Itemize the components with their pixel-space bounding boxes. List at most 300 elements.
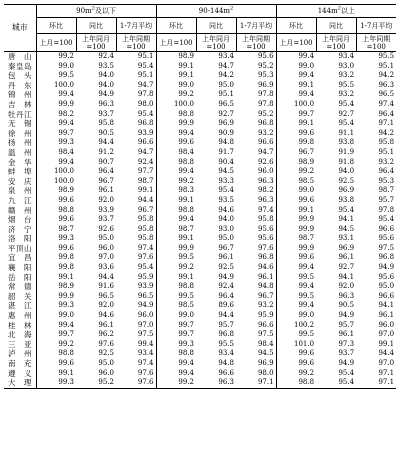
index-value: 96.1 bbox=[338, 330, 355, 339]
index-value: 99.5 bbox=[156, 292, 196, 302]
index-value: 97.1 bbox=[356, 378, 396, 388]
index-value: 93.4 bbox=[338, 52, 355, 60]
index-value: 96.3 bbox=[378, 80, 395, 89]
index-value: 95.5 bbox=[378, 52, 395, 60]
table-row bbox=[4, 158, 396, 168]
index-value: 99.4 bbox=[276, 282, 316, 292]
index-value: 96.9 bbox=[257, 80, 274, 89]
index-value: 99.4 bbox=[156, 167, 196, 177]
city-name: 北海 bbox=[8, 330, 32, 340]
index-value: 95.9 bbox=[137, 272, 154, 281]
index-value: 97.4 bbox=[137, 359, 154, 367]
index-value: 99.9 bbox=[156, 244, 196, 254]
index-value: 93.8 bbox=[338, 195, 355, 204]
index-value: 100.0 bbox=[276, 100, 316, 110]
index-value: 94.7 bbox=[218, 61, 234, 70]
index-value: 99.4 bbox=[36, 90, 76, 100]
index-value: 95.6 bbox=[378, 272, 395, 281]
city-name: 金华 bbox=[8, 157, 32, 167]
index-value: 97.8 bbox=[257, 90, 274, 99]
base-header: 上月=100 bbox=[36, 34, 76, 52]
index-value: 98.4 bbox=[156, 148, 196, 158]
index-value: 94.0 bbox=[218, 215, 234, 224]
index-value: 94.1 bbox=[378, 301, 395, 310]
index-value: 92.5 bbox=[98, 349, 114, 358]
index-value: 95.4 bbox=[137, 109, 154, 118]
city-name: 九江 bbox=[8, 195, 32, 205]
index-value: 97.0 bbox=[137, 320, 154, 329]
city-name: 赣州 bbox=[8, 205, 32, 215]
base-header: 上年同期=100 bbox=[236, 34, 276, 52]
index-value: 93.0 bbox=[338, 61, 355, 70]
price-index-table-container bbox=[4, 4, 396, 460]
index-value: 95.1 bbox=[378, 61, 395, 70]
table-row bbox=[4, 321, 396, 331]
index-value: 101.0 bbox=[276, 340, 316, 350]
index-value: 95.4 bbox=[316, 378, 356, 388]
index-value: 99.5 bbox=[276, 330, 316, 340]
index-value: 92.6 bbox=[257, 157, 274, 166]
index-value: 96.5 bbox=[378, 90, 395, 99]
index-value: 98.7 bbox=[378, 186, 395, 195]
index-value: 99.5 bbox=[276, 292, 316, 302]
city-name: 济宁 bbox=[8, 224, 32, 234]
index-value: 99.6 bbox=[276, 349, 316, 359]
index-value: 99.6 bbox=[36, 359, 76, 369]
city-name: 大理 bbox=[4, 378, 36, 388]
index-value: 96.0 bbox=[98, 368, 114, 377]
table-row bbox=[4, 273, 396, 283]
index-value: 98.0 bbox=[257, 368, 274, 377]
index-value: 97.1 bbox=[378, 368, 395, 377]
city-name: 湛江 bbox=[8, 301, 32, 311]
index-value: 98.4 bbox=[257, 339, 274, 348]
index-value: 99.6 bbox=[276, 253, 316, 263]
metric-header: 环比 bbox=[156, 18, 196, 34]
table-row bbox=[4, 196, 396, 206]
index-value: 96.1 bbox=[98, 186, 114, 195]
index-value: 93.4 bbox=[137, 349, 154, 358]
city-name: 秦皇岛 bbox=[8, 61, 32, 71]
index-value: 95.4 bbox=[338, 368, 355, 377]
index-value: 91.8 bbox=[338, 157, 355, 166]
index-value: 94.9 bbox=[378, 263, 395, 272]
index-value: 95.0 bbox=[218, 234, 234, 243]
index-value: 99.7 bbox=[276, 110, 316, 120]
city-name: 惠州 bbox=[8, 311, 32, 321]
index-value: 95.4 bbox=[137, 61, 154, 70]
city-name: 蚌埠 bbox=[8, 167, 32, 177]
index-value: 95.4 bbox=[338, 205, 355, 214]
group-header-small: $90m^2$及以下 bbox=[36, 5, 156, 18]
index-value: 99.2 bbox=[36, 340, 76, 350]
index-value: 95.6 bbox=[257, 224, 274, 233]
index-value: 96.6 bbox=[378, 224, 395, 233]
index-value: 93.2 bbox=[378, 157, 395, 166]
index-value: 91.6 bbox=[98, 282, 114, 291]
index-value: 96.6 bbox=[378, 291, 395, 300]
index-value: 97.5 bbox=[137, 330, 154, 339]
index-value: 99.9 bbox=[156, 119, 196, 129]
index-value: 96.4 bbox=[218, 291, 234, 300]
index-value: 96.6 bbox=[257, 138, 274, 147]
index-value: 92.5 bbox=[338, 176, 355, 185]
index-value: 96.3 bbox=[257, 195, 274, 204]
index-value: 92.4 bbox=[218, 282, 234, 291]
index-value: 99.1 bbox=[156, 273, 196, 283]
index-value: 95.2 bbox=[257, 109, 274, 118]
index-value: 95.6 bbox=[378, 234, 395, 243]
index-value: 95.0 bbox=[378, 282, 395, 291]
index-value: 99.1 bbox=[36, 273, 76, 283]
city-name: 徐州 bbox=[8, 128, 32, 138]
index-value: 96.1 bbox=[218, 253, 234, 262]
index-value: 90.7 bbox=[98, 157, 114, 166]
index-value: 98.9 bbox=[36, 282, 76, 292]
index-value: 99.2 bbox=[36, 52, 76, 62]
index-value: 93.2 bbox=[338, 71, 355, 80]
index-value: 93.7 bbox=[338, 349, 355, 358]
index-value: 98.9 bbox=[36, 186, 76, 196]
index-value: 98.8 bbox=[36, 206, 76, 216]
table-row bbox=[4, 186, 396, 196]
index-value: 96.0 bbox=[98, 243, 114, 252]
index-value: 99.7 bbox=[156, 330, 196, 340]
index-value: 99.4 bbox=[276, 301, 316, 311]
index-value: 91.9 bbox=[338, 147, 355, 156]
index-value: 93.9 bbox=[137, 282, 154, 291]
city-name: 洛阳 bbox=[8, 234, 32, 244]
index-value: 95.4 bbox=[338, 119, 355, 128]
index-value: 99.8 bbox=[36, 253, 76, 263]
table-row bbox=[4, 244, 396, 254]
index-value: 99.3 bbox=[156, 340, 196, 350]
index-value: 99.0 bbox=[36, 62, 76, 72]
city-name: 安庆 bbox=[8, 176, 32, 186]
index-value: 97.1 bbox=[378, 119, 395, 128]
index-value: 99.4 bbox=[276, 263, 316, 273]
city-name: 吉林 bbox=[8, 99, 32, 109]
table-row bbox=[4, 349, 396, 359]
index-value: 95.6 bbox=[257, 234, 274, 243]
index-value: 99.0 bbox=[156, 81, 196, 91]
index-value: 94.8 bbox=[218, 138, 234, 147]
index-value: 98.7 bbox=[36, 225, 76, 235]
index-value: 96.6 bbox=[218, 368, 234, 377]
index-value: 96.7 bbox=[276, 148, 316, 158]
table-row bbox=[4, 282, 396, 292]
city-name: 牡丹江 bbox=[8, 109, 32, 119]
index-value: 99.0 bbox=[276, 186, 316, 196]
index-value: 93.9 bbox=[137, 128, 154, 137]
index-value: 97.3 bbox=[338, 339, 355, 348]
index-value: 99.3 bbox=[36, 301, 76, 311]
table-row bbox=[4, 311, 396, 321]
index-value: 96.6 bbox=[137, 138, 154, 147]
index-value: 92.5 bbox=[218, 263, 234, 272]
index-value: 93.2 bbox=[257, 301, 274, 310]
table-row bbox=[4, 119, 396, 129]
index-value: 100.0 bbox=[36, 81, 76, 91]
index-value: 98.8 bbox=[156, 206, 196, 216]
index-value: 99.1 bbox=[137, 186, 154, 195]
index-value: 96.1 bbox=[378, 311, 395, 320]
index-value: 97.5 bbox=[378, 243, 395, 252]
city-name: 泸州 bbox=[8, 349, 32, 359]
index-value: 94.9 bbox=[137, 301, 154, 310]
table-row bbox=[4, 148, 396, 158]
index-value: 95.0 bbox=[98, 359, 114, 367]
city-name: 扬州 bbox=[8, 138, 32, 148]
table-row bbox=[4, 177, 396, 187]
index-value: 97.8 bbox=[257, 99, 274, 108]
index-value: 90.5 bbox=[98, 128, 114, 137]
index-value: 95.0 bbox=[98, 234, 114, 243]
index-value: 92.7 bbox=[338, 109, 355, 118]
index-value: 96.9 bbox=[257, 359, 274, 367]
index-value: 97.4 bbox=[378, 99, 395, 108]
index-value: 96.0 bbox=[137, 311, 154, 320]
index-value: 97.6 bbox=[137, 253, 154, 262]
index-value: 99.4 bbox=[36, 321, 76, 331]
index-value: 98.8 bbox=[156, 158, 196, 168]
index-value: 94.9 bbox=[98, 90, 114, 99]
index-value: 94.2 bbox=[378, 128, 395, 137]
table-row bbox=[4, 110, 396, 120]
index-value: 99.1 bbox=[156, 196, 196, 206]
index-value: 93.7 bbox=[98, 109, 114, 118]
index-value: 92.4 bbox=[98, 52, 114, 60]
table-row bbox=[4, 359, 396, 369]
index-value: 89.6 bbox=[218, 301, 234, 310]
index-value: 92.4 bbox=[137, 157, 154, 166]
metric-header: 环比 bbox=[276, 18, 316, 34]
index-value: 94.7 bbox=[257, 147, 274, 156]
index-value: 99.5 bbox=[36, 71, 76, 81]
index-value: 99.4 bbox=[156, 129, 196, 139]
index-value: 98.8 bbox=[276, 378, 316, 388]
metric-header: 同比 bbox=[316, 18, 356, 34]
index-value: 97.6 bbox=[116, 378, 156, 388]
index-value: 99.0 bbox=[276, 311, 316, 321]
metric-header: 同比 bbox=[196, 18, 236, 34]
base-header-row bbox=[4, 34, 396, 52]
table-row bbox=[4, 100, 396, 110]
city-name: 锦州 bbox=[8, 90, 32, 100]
table-row bbox=[4, 167, 396, 177]
index-value: 99.9 bbox=[276, 225, 316, 235]
index-value: 97.6 bbox=[137, 368, 154, 377]
index-value: 94.4 bbox=[98, 138, 114, 147]
index-value: 97.4 bbox=[137, 243, 154, 252]
index-value: 98.5 bbox=[156, 301, 196, 311]
index-value: 96.3 bbox=[98, 99, 114, 108]
index-value: 96.5 bbox=[137, 291, 154, 300]
index-value: 99.4 bbox=[276, 52, 316, 62]
index-value: 99.0 bbox=[276, 62, 316, 72]
index-value: 93.7 bbox=[98, 215, 114, 224]
city-name: 包头 bbox=[8, 71, 32, 81]
index-value: 100.2 bbox=[276, 321, 316, 331]
index-value: 93.0 bbox=[218, 224, 234, 233]
index-value: 99.6 bbox=[36, 196, 76, 206]
index-value: 96.3 bbox=[257, 176, 274, 185]
index-value: 99.5 bbox=[156, 253, 196, 263]
index-value: 96.8 bbox=[137, 119, 154, 128]
index-value: 99.6 bbox=[276, 359, 316, 369]
index-value: 93.5 bbox=[218, 195, 234, 204]
index-value: 99.1 bbox=[36, 369, 76, 379]
index-value: 95.1 bbox=[378, 147, 395, 156]
index-value: 98.8 bbox=[156, 282, 196, 292]
index-value: 92.7 bbox=[338, 263, 355, 272]
index-value: 94.4 bbox=[218, 311, 234, 320]
index-value: 97.1 bbox=[236, 378, 276, 388]
index-value: 98.7 bbox=[276, 234, 316, 244]
index-value: 99.4 bbox=[137, 339, 154, 348]
index-value: 94.1 bbox=[338, 215, 355, 224]
index-value: 97.8 bbox=[378, 205, 395, 214]
index-value: 96.5 bbox=[98, 291, 114, 300]
index-value: 99.7 bbox=[156, 321, 196, 331]
index-value: 93.3 bbox=[218, 176, 234, 185]
index-value: 99.1 bbox=[276, 81, 316, 91]
index-value: 93.2 bbox=[257, 128, 274, 137]
index-value: 99.9 bbox=[276, 244, 316, 254]
index-value: 93.5 bbox=[98, 61, 114, 70]
index-value: 99.5 bbox=[276, 273, 316, 283]
index-value: 98.8 bbox=[156, 349, 196, 359]
index-value: 96.5 bbox=[218, 99, 234, 108]
index-value: 95.8 bbox=[137, 224, 154, 233]
index-value: 96.7 bbox=[98, 176, 114, 185]
index-value: 100.0 bbox=[36, 177, 76, 187]
index-value: 99.1 bbox=[276, 119, 316, 129]
index-value: 94.9 bbox=[338, 359, 355, 367]
index-value: 95.8 bbox=[137, 215, 154, 224]
index-value: 94.2 bbox=[378, 71, 395, 80]
base-header: 上月=100 bbox=[276, 34, 316, 52]
table-row bbox=[4, 90, 396, 100]
index-value: 99.1 bbox=[276, 206, 316, 216]
metric-header: 同比 bbox=[76, 18, 116, 34]
index-value: 96.1 bbox=[338, 253, 355, 262]
index-value: 94.8 bbox=[257, 282, 274, 291]
index-value: 99.1 bbox=[156, 71, 196, 81]
index-value: 95.3 bbox=[378, 176, 395, 185]
index-value: 100.0 bbox=[36, 167, 76, 177]
index-value: 95.1 bbox=[218, 90, 234, 99]
index-value: 99.2 bbox=[156, 263, 196, 273]
index-value: 94.6 bbox=[98, 311, 114, 320]
city-name: 襄阳 bbox=[8, 263, 32, 273]
metric-header-row bbox=[4, 18, 396, 34]
index-value: 99.3 bbox=[36, 138, 76, 148]
index-value: 98.7 bbox=[137, 176, 154, 185]
table-row bbox=[4, 71, 396, 81]
index-value: 98.9 bbox=[156, 52, 196, 62]
table-row bbox=[4, 301, 396, 311]
index-value: 99.8 bbox=[276, 138, 316, 148]
index-value: 98.8 bbox=[156, 110, 196, 120]
index-value: 98.2 bbox=[36, 110, 76, 120]
index-value: 95.7 bbox=[338, 320, 355, 329]
index-value: 99.9 bbox=[36, 100, 76, 110]
index-value: 99.7 bbox=[36, 129, 76, 139]
index-value: 99.9 bbox=[36, 292, 76, 302]
city-name: 岳阳 bbox=[8, 272, 32, 282]
index-value: 99.1 bbox=[156, 234, 196, 244]
base-header: 上年同月=100 bbox=[196, 34, 236, 52]
index-value: 99.4 bbox=[156, 359, 196, 369]
index-value: 95.8 bbox=[98, 119, 114, 128]
index-value: 93.1 bbox=[338, 234, 355, 243]
index-value: 90.4 bbox=[218, 157, 234, 166]
index-value: 93.4 bbox=[218, 349, 234, 358]
index-value: 99.6 bbox=[156, 138, 196, 148]
index-value: 100.0 bbox=[156, 100, 196, 110]
index-value: 99.6 bbox=[276, 196, 316, 206]
index-value: 96.9 bbox=[338, 186, 355, 195]
index-value: 99.9 bbox=[276, 215, 316, 225]
index-value: 97.0 bbox=[98, 253, 114, 262]
index-value: 99.7 bbox=[36, 330, 76, 340]
index-value: 99.3 bbox=[36, 378, 76, 388]
index-value: 99.4 bbox=[276, 90, 316, 100]
index-value: 96.9 bbox=[218, 119, 234, 128]
index-value: 91.1 bbox=[338, 128, 355, 137]
table-row bbox=[4, 234, 396, 244]
city-name: 南充 bbox=[8, 359, 32, 368]
index-value: 96.3 bbox=[338, 291, 355, 300]
index-value: 94.4 bbox=[98, 272, 114, 281]
index-value: 92.6 bbox=[98, 224, 114, 233]
index-value: 96.8 bbox=[218, 330, 234, 339]
index-value: 99.2 bbox=[276, 167, 316, 177]
index-value: 91.7 bbox=[218, 147, 234, 156]
city-name: 桂林 bbox=[8, 320, 32, 330]
table-row bbox=[4, 253, 396, 263]
index-value: 95.2 bbox=[257, 61, 274, 70]
city-name: 常德 bbox=[8, 282, 32, 292]
index-value: 92.0 bbox=[338, 282, 355, 291]
table-row bbox=[4, 62, 396, 72]
index-value: 95.8 bbox=[137, 234, 154, 243]
base-header: 上年同月=100 bbox=[76, 34, 116, 52]
index-value: 94.0 bbox=[98, 71, 114, 80]
table-body bbox=[4, 52, 396, 389]
table-row bbox=[4, 129, 396, 139]
city-name: 平顶山 bbox=[8, 243, 32, 253]
table-row bbox=[4, 340, 396, 350]
index-value: 97.6 bbox=[98, 339, 114, 348]
index-value: 92.7 bbox=[218, 109, 234, 118]
index-value: 94.7 bbox=[137, 80, 154, 89]
index-value: 96.8 bbox=[378, 253, 395, 262]
city-name: 遵义 bbox=[8, 368, 32, 378]
index-value: 99.2 bbox=[156, 177, 196, 187]
index-value: 99.4 bbox=[36, 158, 76, 168]
index-value: 99.1 bbox=[156, 62, 196, 72]
index-value: 94.0 bbox=[338, 167, 355, 176]
index-value: 95.6 bbox=[257, 52, 274, 60]
index-value: 99.4 bbox=[156, 369, 196, 379]
index-value: 96.7 bbox=[137, 205, 154, 214]
index-value: 98.0 bbox=[137, 99, 154, 108]
index-value: 94.1 bbox=[338, 272, 355, 281]
index-value: 99.4 bbox=[276, 71, 316, 81]
city-name: 烟台 bbox=[8, 215, 32, 225]
